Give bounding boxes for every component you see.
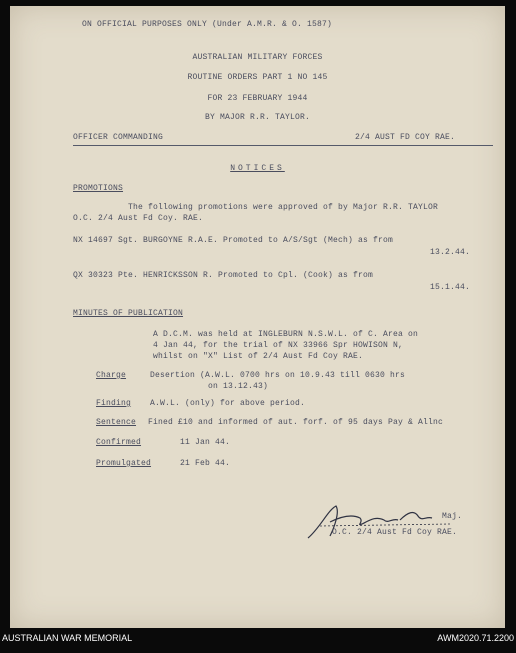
confirmed-date: 11 Jan 44.: [180, 438, 231, 447]
header-rule: [73, 145, 493, 146]
promotion-entry-1-date: 13.2.44.: [430, 248, 471, 257]
promotion-entry-1-line1: NX 14697 Sgt. BURGOYNE R.A.E. Promoted to A/S/Sgt (Mech) as from: [73, 236, 394, 245]
charge-text-line1: Desertion (A.W.L. 0700 hrs on 10.9.43 till 0630 hrs: [150, 371, 406, 380]
notices-title: NOTICES: [230, 164, 285, 173]
finding-text: A.W.L. (only) for above period.: [150, 399, 306, 408]
sentence-text: Fined £10 and informed of aut. forf. of 95 days Pay & Allnc: [148, 418, 444, 427]
promotions-intro-line1: The following promotions were approved of by Major R.R. TAYLOR: [128, 203, 439, 212]
finding-label: Finding: [96, 399, 132, 408]
promotion-entry-2-line1: QX 30323 Pte. HENRICKSSON R. Promoted to Cpl. (Cook) as from: [73, 271, 374, 280]
minutes-para-line2: 4 Jan 44, for the trial of NX 33966 Spr HOWISON N,: [153, 341, 404, 350]
orders-title: ROUTINE ORDERS PART 1 NO 145: [187, 73, 328, 82]
unit-name: 2/4 AUST FD COY RAE.: [355, 133, 456, 142]
sentence-label: Sentence: [96, 418, 137, 427]
orders-date: FOR 23 FEBRUARY 1944: [207, 94, 308, 103]
footer-source: AUSTRALIAN WAR MEMORIAL: [2, 633, 133, 643]
signature-block: O.C. 2/4 Aust Fd Coy RAE.: [332, 528, 458, 537]
promotions-intro-line2: O.C. 2/4 Aust Fd Coy. RAE.: [73, 214, 204, 223]
confirmed-label: Confirmed: [96, 438, 142, 447]
promulgated-label: Promulgated: [96, 459, 152, 468]
officer-commanding: OFFICER COMMANDING: [73, 133, 164, 142]
charge-text-line2: on 13.12.43): [208, 382, 269, 391]
minutes-heading: MINUTES OF PUBLICATION: [73, 309, 184, 318]
official-use-line: ON OFFICIAL PURPOSES ONLY (Under A.M.R. & O. 1587): [82, 20, 333, 29]
document-sheet: [10, 6, 505, 628]
promulgated-date: 21 Feb 44.: [180, 459, 231, 468]
orders-by: BY MAJOR R.R. TAYLOR.: [204, 113, 311, 122]
promotions-heading: PROMOTIONS: [73, 184, 124, 193]
signature-title: Maj.: [442, 512, 463, 521]
promotion-entry-2-date: 15.1.44.: [430, 283, 471, 292]
charge-label: Charge: [96, 371, 127, 380]
minutes-para-line3: whilst on "X" List of 2/4 Aust Fd Coy RAE.: [153, 352, 364, 361]
minutes-para-line1: A D.C.M. was held at INGLEBURN N.S.W.L. of C. Area on: [153, 330, 419, 339]
forces-title: AUSTRALIAN MILITARY FORCES: [192, 53, 323, 62]
footer-accession-number: AWM2020.71.2200: [437, 633, 514, 643]
handwritten-signature: [300, 498, 470, 548]
